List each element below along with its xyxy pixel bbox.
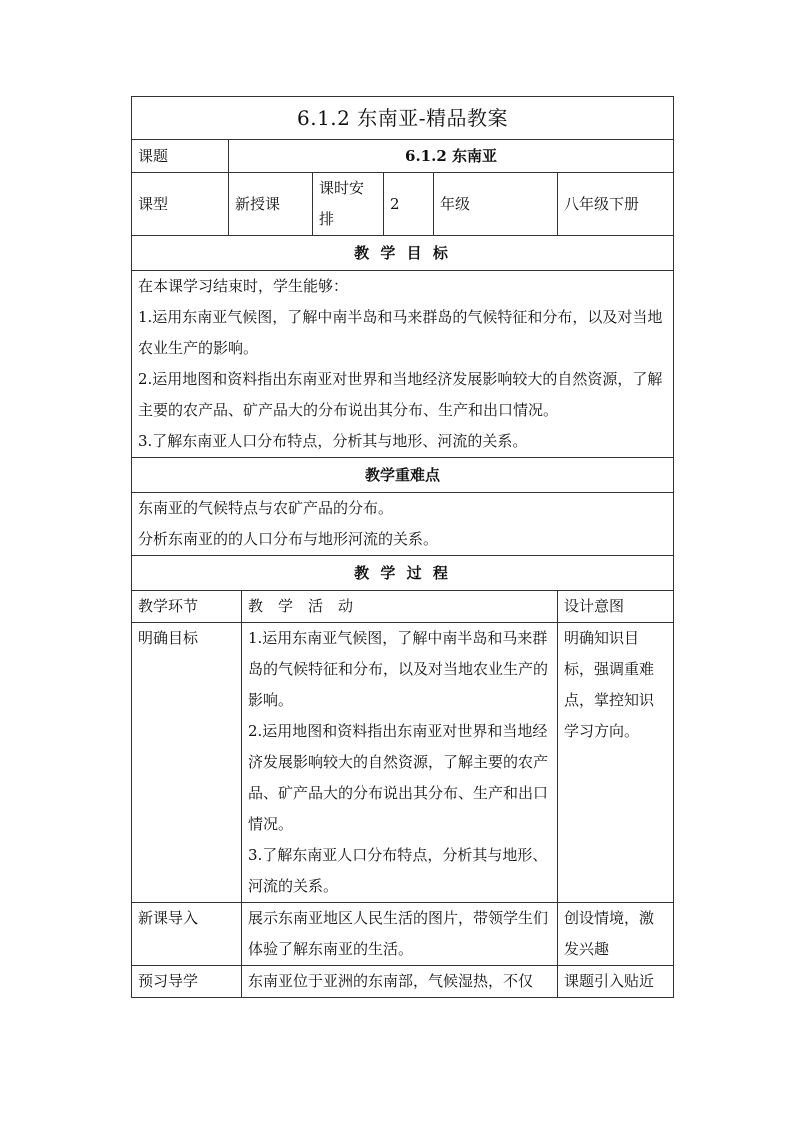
goals-content	[132, 271, 674, 458]
process-stage: 明确目标	[132, 623, 242, 903]
goals-heading: 教 学 目 标	[132, 236, 674, 271]
activity-line: 3.了解东南亚人口分布特点，分析其与地形、河流的关系。	[248, 846, 548, 895]
lesson-type-value: 新授课	[229, 173, 313, 236]
activity-line: 2.运用地图和资料指出东南亚对世界和当地经济发展影响较大的自然资源，了解主要的农产品、矿产品大的分布说出其分布、生产和出口情况。	[248, 722, 549, 833]
grade-label: 年级	[434, 173, 558, 236]
goals-line: 3.了解东南亚人口分布特点，分析其与地形、河流的关系。	[138, 432, 528, 450]
key-points-content	[132, 493, 674, 556]
activity-line: 1.运用东南亚气候图，了解中南半岛和马来群岛的气候特征和分布，以及对当地农业生产的影响。	[248, 629, 549, 709]
goals-line: 2.运用地图和资料指出东南亚对世界和当地经济发展影响较大的自然资源，了解主要的农产品、矿产品大的分布说出其分布、生产和出口情况。	[138, 370, 663, 419]
lesson-plan-table	[131, 96, 674, 998]
goals-line: 在本课学习结束时，学生能够：	[138, 277, 349, 295]
process-stage: 新课导入	[132, 903, 242, 966]
process-heading: 教 学 过 程	[132, 556, 674, 591]
activity-line: 东南亚位于亚洲的东南部，气候湿热，不仅	[248, 972, 534, 990]
grade-value: 八年级下册	[558, 173, 674, 236]
class-hours-label: 课时安排	[313, 173, 384, 236]
process-header-intent: 设计意图	[558, 591, 674, 623]
process-header-activity: 教 学 活 动	[242, 591, 558, 623]
document-title: 6.1.2 东南亚-精品教案	[132, 97, 674, 140]
key-point-line: 东南亚的气候特点与农矿产品的分布。	[138, 499, 394, 517]
key-points-heading: 教学重难点	[132, 458, 674, 493]
class-hours-value: 2	[384, 173, 434, 236]
process-stage: 预习导学	[132, 966, 242, 998]
topic-label: 课题	[132, 140, 229, 173]
goals-line: 1.运用东南亚气候图，了解中南半岛和马来群岛的气候特征和分布，以及对当地农业生产的影响。	[138, 308, 663, 357]
process-intent: 创设情境，激发兴趣	[558, 903, 674, 966]
process-activity	[242, 903, 558, 966]
process-intent: 课题引入贴近	[558, 966, 674, 998]
process-header-stage: 教学环节	[132, 591, 242, 623]
key-point-line: 分析东南亚的的人口分布与地形河流的关系。	[138, 530, 439, 548]
process-intent: 明确知识目标，强调重难点，掌控知识学习方向。	[558, 623, 674, 903]
lesson-type-label: 课型	[132, 173, 229, 236]
process-activity	[242, 966, 558, 998]
activity-line: 展示东南亚地区人民生活的图片，带领学生们体验了解东南亚的生活。	[248, 909, 549, 958]
process-activity	[242, 623, 558, 903]
topic-value: 6.1.2 东南亚	[229, 140, 674, 173]
